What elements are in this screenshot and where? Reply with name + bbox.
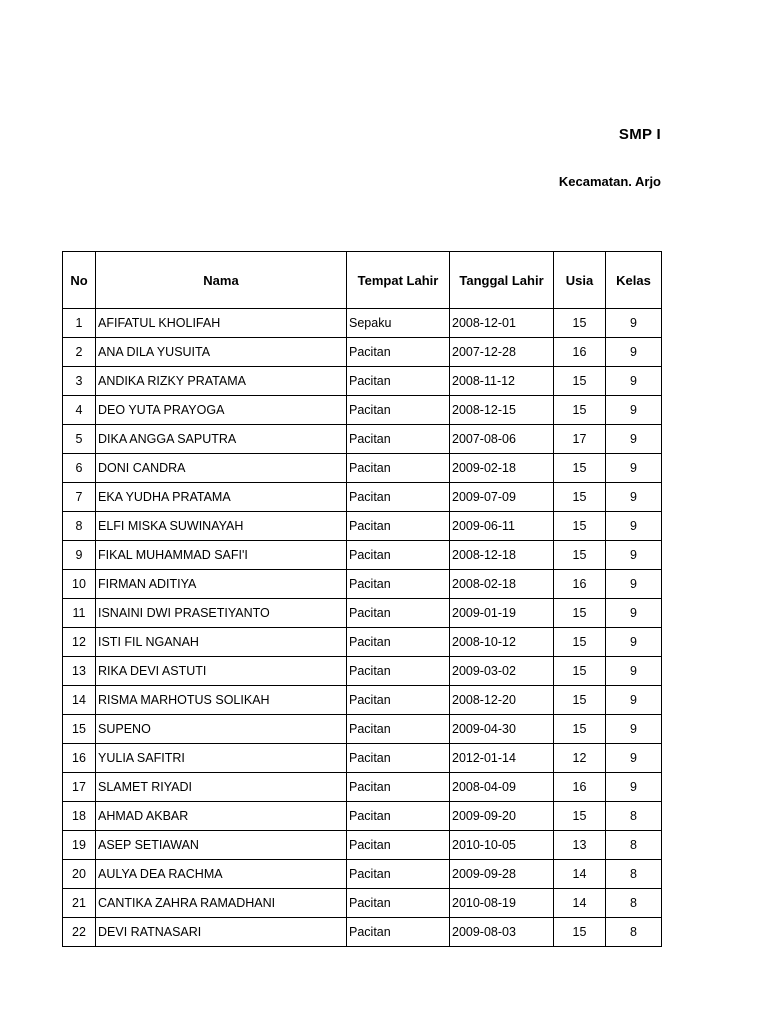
cell-nama: SUPENO: [96, 715, 347, 744]
table-row: [63, 512, 662, 541]
cell-kelas: 8: [606, 860, 662, 889]
cell-tanggal-lahir: 2009-08-03: [450, 918, 554, 947]
cell-tanggal-lahir: 2010-10-05: [450, 831, 554, 860]
cell-tempat-lahir: Pacitan: [347, 425, 450, 454]
cell-no: 20: [63, 860, 96, 889]
cell-kelas: 9: [606, 686, 662, 715]
cell-kelas: 8: [606, 918, 662, 947]
cell-nama: YULIA SAFITRI: [96, 744, 347, 773]
cell-nama: RISMA MARHOTUS SOLIKAH: [96, 686, 347, 715]
cell-nama: ANA DILA YUSUITA: [96, 338, 347, 367]
cell-tempat-lahir: Pacitan: [347, 454, 450, 483]
cell-tempat-lahir: Pacitan: [347, 367, 450, 396]
table-row: [63, 454, 662, 483]
cell-nama: DEO YUTA PRAYOGA: [96, 396, 347, 425]
column-header-no: No: [63, 252, 96, 309]
cell-kelas: 9: [606, 425, 662, 454]
cell-usia: 15: [554, 454, 606, 483]
cell-tanggal-lahir: 2009-09-28: [450, 860, 554, 889]
cell-nama: CANTIKA ZAHRA RAMADHANI: [96, 889, 347, 918]
cell-nama: ISNAINI DWI PRASETIYANTO: [96, 599, 347, 628]
cell-tanggal-lahir: 2008-12-18: [450, 541, 554, 570]
column-header-nama: Nama: [96, 252, 347, 309]
cell-tanggal-lahir: 2008-10-12: [450, 628, 554, 657]
cell-kelas: 9: [606, 309, 662, 338]
cell-tempat-lahir: Pacitan: [347, 715, 450, 744]
cell-kelas: 9: [606, 715, 662, 744]
cell-usia: 15: [554, 483, 606, 512]
cell-usia: 14: [554, 889, 606, 918]
cell-nama: ISTI FIL NGANAH: [96, 628, 347, 657]
table-row: [63, 860, 662, 889]
table-row: [63, 918, 662, 947]
cell-no: 17: [63, 773, 96, 802]
cell-usia: 14: [554, 860, 606, 889]
cell-nama: RIKA DEVI ASTUTI: [96, 657, 347, 686]
cell-tanggal-lahir: 2008-02-18: [450, 570, 554, 599]
cell-nama: AULYA DEA RACHMA: [96, 860, 347, 889]
cell-no: 14: [63, 686, 96, 715]
cell-tanggal-lahir: 2009-09-20: [450, 802, 554, 831]
cell-usia: 15: [554, 918, 606, 947]
cell-no: 2: [63, 338, 96, 367]
cell-tempat-lahir: Pacitan: [347, 860, 450, 889]
cell-usia: 16: [554, 773, 606, 802]
school-title: SMP I: [618, 126, 661, 143]
cell-nama: DIKA ANGGA SAPUTRA: [96, 425, 347, 454]
cell-kelas: 9: [606, 628, 662, 657]
cell-usia: 15: [554, 541, 606, 570]
table-row: [63, 628, 662, 657]
cell-nama: ASEP SETIAWAN: [96, 831, 347, 860]
cell-tanggal-lahir: 2008-12-15: [450, 396, 554, 425]
cell-usia: 15: [554, 367, 606, 396]
cell-no: 12: [63, 628, 96, 657]
cell-nama: SLAMET RIYADI: [96, 773, 347, 802]
student-table: [62, 251, 662, 947]
table-row: [63, 715, 662, 744]
cell-kelas: 9: [606, 396, 662, 425]
cell-kelas: 8: [606, 831, 662, 860]
cell-kelas: 9: [606, 657, 662, 686]
cell-kelas: 9: [606, 338, 662, 367]
cell-usia: 15: [554, 396, 606, 425]
cell-usia: 12: [554, 744, 606, 773]
cell-kelas: 9: [606, 599, 662, 628]
cell-usia: 15: [554, 628, 606, 657]
cell-nama: AFIFATUL KHOLIFAH: [96, 309, 347, 338]
cell-no: 13: [63, 657, 96, 686]
cell-kelas: 9: [606, 483, 662, 512]
cell-usia: 16: [554, 570, 606, 599]
cell-tempat-lahir: Pacitan: [347, 483, 450, 512]
cell-tempat-lahir: Pacitan: [347, 918, 450, 947]
table-row: [63, 425, 662, 454]
cell-tanggal-lahir: 2008-12-01: [450, 309, 554, 338]
cell-tanggal-lahir: 2008-04-09: [450, 773, 554, 802]
cell-tanggal-lahir: 2009-04-30: [450, 715, 554, 744]
cell-usia: 15: [554, 512, 606, 541]
cell-tempat-lahir: Pacitan: [347, 541, 450, 570]
cell-usia: 16: [554, 338, 606, 367]
cell-tanggal-lahir: 2012-01-14: [450, 744, 554, 773]
cell-tanggal-lahir: 2007-12-28: [450, 338, 554, 367]
cell-usia: 13: [554, 831, 606, 860]
cell-tanggal-lahir: 2009-03-02: [450, 657, 554, 686]
cell-tempat-lahir: Pacitan: [347, 599, 450, 628]
cell-no: 15: [63, 715, 96, 744]
district-label: Kecamatan. Arjo: [558, 174, 661, 189]
cell-tempat-lahir: Pacitan: [347, 396, 450, 425]
cell-tanggal-lahir: 2009-02-18: [450, 454, 554, 483]
cell-tanggal-lahir: 2008-11-12: [450, 367, 554, 396]
cell-nama: FIKAL MUHAMMAD SAFI'I: [96, 541, 347, 570]
table-row: [63, 541, 662, 570]
cell-nama: ANDIKA RIZKY PRATAMA: [96, 367, 347, 396]
cell-tempat-lahir: Pacitan: [347, 744, 450, 773]
cell-no: 19: [63, 831, 96, 860]
cell-usia: 15: [554, 686, 606, 715]
cell-kelas: 9: [606, 367, 662, 396]
cell-kelas: 9: [606, 570, 662, 599]
table-row: [63, 686, 662, 715]
cell-tanggal-lahir: 2010-08-19: [450, 889, 554, 918]
table-row: [63, 773, 662, 802]
cell-nama: FIRMAN ADITIYA: [96, 570, 347, 599]
cell-kelas: 9: [606, 454, 662, 483]
cell-nama: AHMAD AKBAR: [96, 802, 347, 831]
table-header: [63, 252, 662, 309]
cell-kelas: 9: [606, 512, 662, 541]
cell-no: 11: [63, 599, 96, 628]
table-row: [63, 802, 662, 831]
cell-tempat-lahir: Pacitan: [347, 657, 450, 686]
cell-no: 6: [63, 454, 96, 483]
cell-kelas: 9: [606, 773, 662, 802]
cell-tempat-lahir: Pacitan: [347, 628, 450, 657]
column-header-tempat-lahir: Tempat Lahir: [347, 252, 450, 309]
cell-tempat-lahir: Pacitan: [347, 773, 450, 802]
cell-tempat-lahir: Sepaku: [347, 309, 450, 338]
cell-no: 1: [63, 309, 96, 338]
cell-tanggal-lahir: 2009-07-09: [450, 483, 554, 512]
table-row: [63, 599, 662, 628]
table-row: [63, 396, 662, 425]
cell-no: 18: [63, 802, 96, 831]
table-row: [63, 570, 662, 599]
cell-no: 22: [63, 918, 96, 947]
table-row: [63, 831, 662, 860]
cell-tempat-lahir: Pacitan: [347, 831, 450, 860]
cell-nama: ELFI MISKA SUWINAYAH: [96, 512, 347, 541]
cell-tanggal-lahir: 2007-08-06: [450, 425, 554, 454]
cell-usia: 15: [554, 715, 606, 744]
cell-no: 4: [63, 396, 96, 425]
table-row: [63, 889, 662, 918]
table-row: [63, 338, 662, 367]
table-row: [63, 483, 662, 512]
cell-no: 8: [63, 512, 96, 541]
header-row: [63, 252, 662, 309]
cell-tanggal-lahir: 2008-12-20: [450, 686, 554, 715]
column-header-usia: Usia: [554, 252, 606, 309]
cell-usia: 15: [554, 802, 606, 831]
cell-tempat-lahir: Pacitan: [347, 512, 450, 541]
cell-nama: EKA YUDHA PRATAMA: [96, 483, 347, 512]
cell-usia: 17: [554, 425, 606, 454]
cell-no: 3: [63, 367, 96, 396]
table-row: [63, 367, 662, 396]
cell-usia: 15: [554, 599, 606, 628]
column-header-kelas: Kelas: [606, 252, 662, 309]
cell-kelas: 9: [606, 744, 662, 773]
cell-tempat-lahir: Pacitan: [347, 802, 450, 831]
cell-usia: 15: [554, 657, 606, 686]
table-row: [63, 309, 662, 338]
cell-no: 7: [63, 483, 96, 512]
cell-tanggal-lahir: 2009-01-19: [450, 599, 554, 628]
cell-usia: 15: [554, 309, 606, 338]
cell-tempat-lahir: Pacitan: [347, 338, 450, 367]
cell-kelas: 8: [606, 889, 662, 918]
cell-nama: DEVI RATNASARI: [96, 918, 347, 947]
column-header-tanggal-lahir: Tanggal Lahir: [450, 252, 554, 309]
cell-no: 21: [63, 889, 96, 918]
cell-kelas: 9: [606, 541, 662, 570]
cell-tempat-lahir: Pacitan: [347, 889, 450, 918]
cell-tempat-lahir: Pacitan: [347, 570, 450, 599]
table-row: [63, 657, 662, 686]
cell-kelas: 8: [606, 802, 662, 831]
cell-no: 9: [63, 541, 96, 570]
cell-no: 10: [63, 570, 96, 599]
cell-nama: DONI CANDRA: [96, 454, 347, 483]
cell-tanggal-lahir: 2009-06-11: [450, 512, 554, 541]
cell-no: 5: [63, 425, 96, 454]
table-body: [63, 309, 662, 947]
table-row: [63, 744, 662, 773]
cell-no: 16: [63, 744, 96, 773]
cell-tempat-lahir: Pacitan: [347, 686, 450, 715]
